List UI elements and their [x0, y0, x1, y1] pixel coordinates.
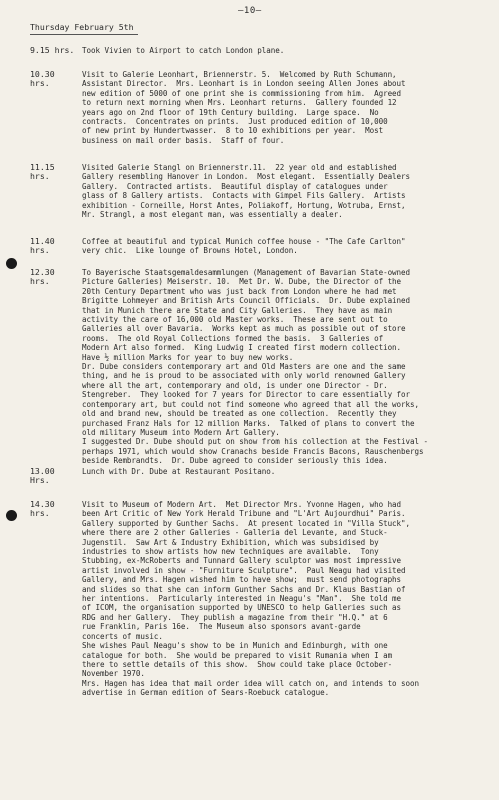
entry-text: Lunch with Dr. Dube at Restaurant Positano. — [82, 467, 276, 476]
punch-hole — [6, 258, 17, 269]
punch-hole — [6, 510, 17, 521]
day-heading: Thursday February 5th — [30, 22, 134, 32]
entry-time: 14.30 hrs. — [30, 499, 55, 519]
entry-time: 10.30 hrs. — [30, 69, 55, 89]
entry-text: Coffee at beautiful and typical Munich coffee house - "The Cafe Carlton" very chic. Like lounge of Browns Hotel, London. — [82, 237, 406, 256]
entry-text: To Bayerische Staatsgemaldesammlungen (Management of Bavarian State-owned Picture Galleries) Meiserstr. 10. Met Dr. W. Dube, the Director of the 20th Century Department who was just back from London where he had met Brigitte Lohmeyer and British Arts Council Officials. Dr. Dube explained that in Munich there are State and City Galleries. They have as main activity the care of 16,000 old Master works. These are sent out to Galleries all over Bavaria. Works kept as much as possible out of store rooms. The old Royal Collections formed the basis. 3 Galleries of Modern Art also formed. King Ludwig I created first modern collection. Have ½ million Marks for year to buy new works. Dr. Dube considers contemporary art and Old Masters are one and the same thing, and he is proud to be associated with only world renowned Gallery where all the art, contemporary and old, is under one Director - Dr. Stengreber. They looked for 7 years for Director to care essentially for contemporary art, but could not find someone who agreed that all the works, old and brand new, should be treated as one collection. Recently they purchased Franz Hals for 12 million Marks. Talked of plans to convert the old military Museum into Modern Art Gallery. I suggested Dr. Dube should put on show from his collection at the Festival - perhaps 1971, which would show Cranachs beside Francis Bacons, Rauschenbergs beside Rembrandts. Dr. Dube agreed to consider seriously this idea. — [82, 268, 429, 466]
heading-underline — [30, 34, 138, 35]
entry-text: Visited Galerie Stangl on Briennerstr.11. 22 year old and established Gallery resembling Hanover in London. Most elegant. Essentially Dealers Gallery. Contracted artists. Beautiful display of catalogues under glass of 8 Gallery artists. Contacts with Gimpel Fils Gallery. Artists exhibition - Corneille, Horst Antes, Poliakoff, Hortung, Wotruba, Ernst, Mr. Strangl, a most elegant man, was essentially a dealer. — [82, 163, 411, 220]
entry-time: 12.30 hrs. — [30, 267, 55, 287]
entry-text: Took Vivien to Airport to catch London plane. — [82, 46, 285, 55]
entry-text: Visit to Museum of Modern Art. Met Director Mrs. Yvonne Hagen, who had been Art Critic of New York Herald Tribune and "L'Art Aujourdhui" Paris. Gallery supported by Gunther Sachs. At present located in "Villa Stuck", where there are 2 other Galleries - Galleria del Levante, and Stuck- Jugenstil. Saw Art & Industry Exhibition, which was subsidised by industries to show artists how new techniques are available. Tony Stubbing, ex-McRoberts and Tunnard Gallery sculptor was most impressive artist involved in show - "Furniture Sculpture". Paul Neagu had visited Gallery, and Mrs. Hagen wished him to have show; must send photographs and slides so that she can inform Gunther Sachs and Dr. Klaus Bastian of her intentions. Particularly interested in Neagu's "Man". She told me of ICOM, the organisation supported by UNESCO to help Galleries such as RDG and her Gallery. They publish a magazine from their "H.Q." at 6 rue Franklin, Paris 16e. The Museum also sponsors avant-garde concerts of music. She wishes Paul Neagu's show to be in Munich and Edinburgh, with one catalogue for both. She would be prepared to visit Rumania when I am there to settle details of this show. Show could take place October- November 1970. Mrs. Hagen has idea that mail order idea will catch on, and intends to soon advertise in German edition of Sears-Roebuck catalogue. — [82, 500, 420, 698]
entry-time: 11.15 hrs. — [30, 162, 55, 182]
page-number: —10— — [238, 6, 262, 16]
entry-time: 11.40 hrs. — [30, 236, 55, 256]
entry-text: Visit to Galerie Leonhart, Briennerstr. 5. Welcomed by Ruth Schumann, Assistant Director. Mrs. Leonhart is in London seeing Allen Jones about new edition of 5000 of one print she is commissioning from him. Agreed to return next morning when Mrs. Leonhart returns. Gallery founded 12 years ago on 2nd floor of 19th Century building. Large space. No contracts. Concentrates on prints. Just produced edition of 10,000 of new print by Hundertwasser. 8 to 10 exhibitions per year. Most business on mail order basis. Staff of four. — [82, 70, 406, 145]
entry-time: 13.00 Hrs. — [30, 466, 55, 486]
entry-time: 9.15 hrs. — [30, 45, 75, 55]
